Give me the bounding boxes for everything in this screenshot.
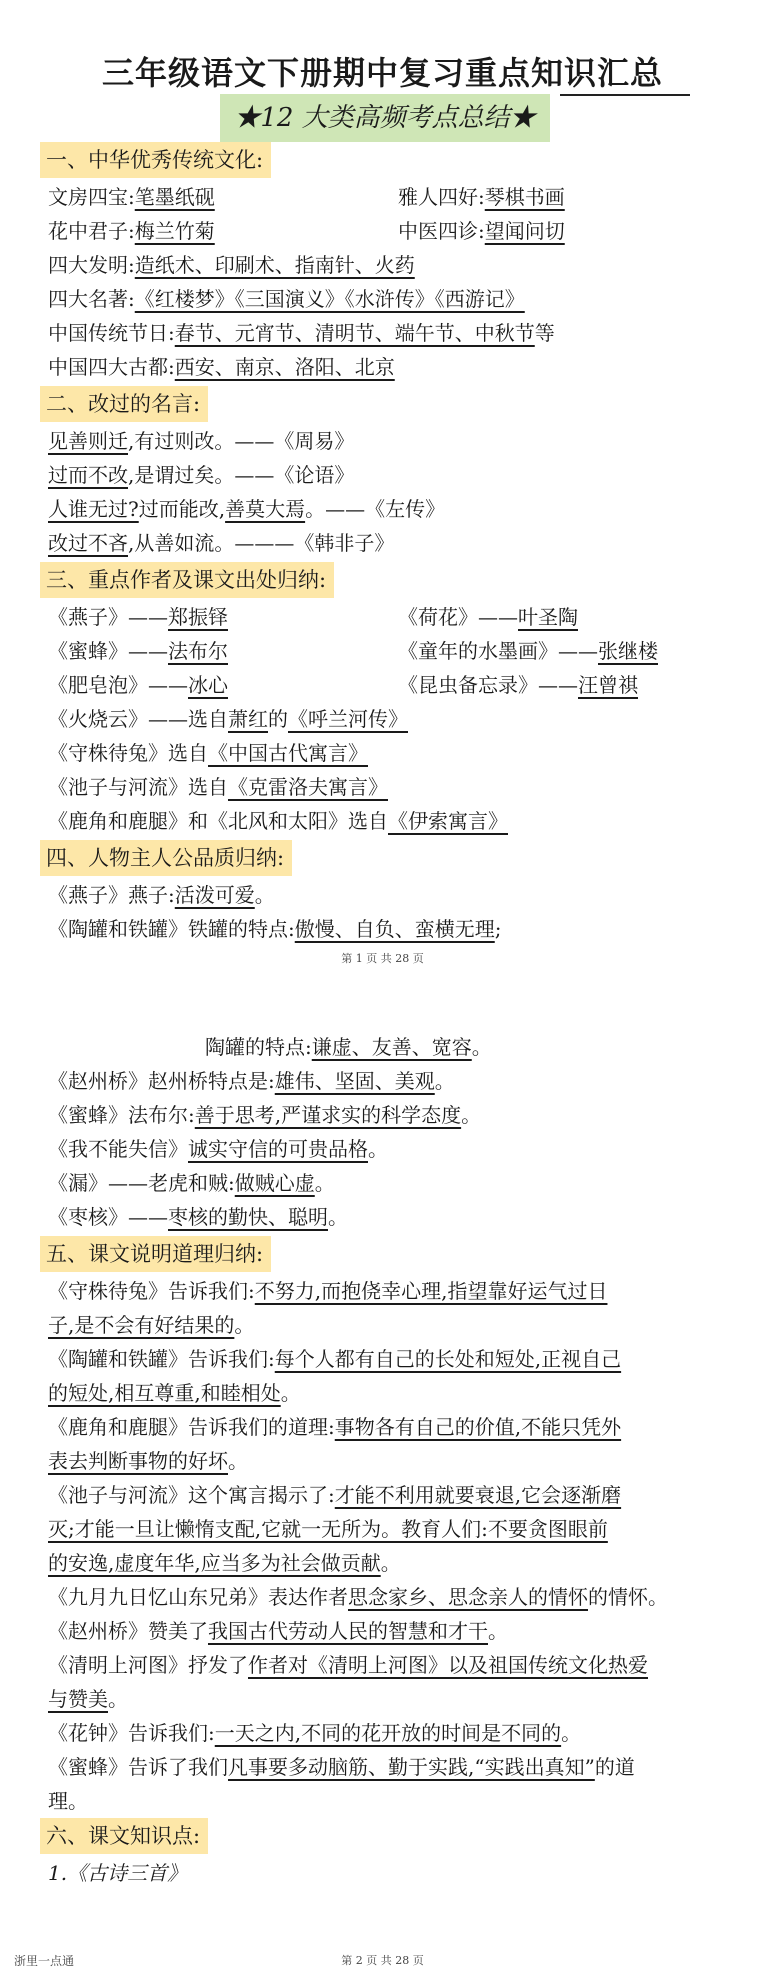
quote-line-3 bbox=[48, 492, 445, 526]
lesson: 每个人都有自己的长处和短处,正视自己 bbox=[274, 1347, 622, 1371]
character-line-5: 《蜜蜂》法布尔:善于思考,严谨求实的科学态度。 bbox=[48, 1103, 482, 1127]
quote-mid: 过而能改, bbox=[138, 497, 226, 521]
lesson: 与赞美 bbox=[48, 1687, 108, 1711]
quote-rest: ,有过则改。——《周易》 bbox=[128, 429, 355, 453]
author-line-4 bbox=[398, 634, 658, 668]
author-line-10 bbox=[48, 804, 508, 838]
author-line-6 bbox=[398, 668, 638, 702]
label: 雅人四好: bbox=[398, 185, 485, 209]
moral-4-line-1 bbox=[48, 1478, 621, 1512]
character-line-1: 《燕子》燕子:活泼可爱。 bbox=[48, 883, 275, 907]
lesson: 的短处,相互尊重,和睦相处 bbox=[48, 1381, 281, 1405]
trait: 善于思考,严谨求实的科学态度 bbox=[194, 1103, 462, 1127]
culture-line-sdfm bbox=[48, 248, 415, 282]
author-line-7 bbox=[48, 702, 408, 736]
character-line-4: 《赵州桥》赵州桥特点是:雄伟、坚固、美观。 bbox=[48, 1069, 455, 1093]
trait: 枣核的勤快、聪明 bbox=[168, 1205, 328, 1229]
page-number-2: 第 2 页 共 28 页 bbox=[341, 1954, 424, 1967]
lesson: 作者对《清明上河图》以及祖国传统文化热爱 bbox=[248, 1653, 648, 1677]
culture-line-wfsb bbox=[48, 180, 215, 214]
author: 法布尔 bbox=[168, 639, 228, 663]
subject: 《守株待兔》告诉我们: bbox=[48, 1279, 255, 1303]
page-number-1: 第 1 页 共 28 页 bbox=[341, 952, 424, 965]
subject: 《赵州桥》赵州桥特点是: bbox=[48, 1069, 275, 1093]
trait: 雄伟、坚固、美观 bbox=[274, 1069, 435, 1093]
lesson: 的安逸,虚度年华,应当多为社会做贡献 bbox=[48, 1551, 381, 1575]
subject: 《鹿角和鹿腿》告诉我们的道理: bbox=[48, 1415, 335, 1439]
lesson: 灭;才能一旦让懒惰支配,它就一无所为。教育人们:不要贪图眼前 bbox=[48, 1517, 608, 1541]
author-line-8 bbox=[48, 736, 368, 770]
trait: 活泼可爱 bbox=[174, 883, 255, 907]
subject: 《我不能失信》 bbox=[48, 1137, 188, 1161]
subject: 《池子与河流》这个寓言揭示了: bbox=[48, 1483, 335, 1507]
moral-2-line-2: 的短处,相互尊重,和睦相处。 bbox=[48, 1381, 301, 1405]
moral-1-line-2: 子,是不会有好结果的。 bbox=[48, 1313, 255, 1337]
lesson: 一天之内,不同的花开放的时间是不同的 bbox=[214, 1721, 562, 1745]
character-line-3: 陶罐的特点:谦虚、友善、宽容。 bbox=[205, 1035, 492, 1059]
subject: 《蜜蜂》告诉了我们 bbox=[48, 1755, 228, 1779]
quote-key: 见善则迁 bbox=[48, 429, 128, 453]
quote-rest: ,是谓过矣。——《论语》 bbox=[128, 463, 355, 487]
quote-line-4 bbox=[48, 526, 394, 560]
connector: 的 bbox=[268, 707, 288, 731]
value: 笔墨纸砚 bbox=[134, 185, 215, 209]
subject: 《赵州桥》赞美了 bbox=[48, 1619, 208, 1643]
label: 文房四宝: bbox=[48, 185, 135, 209]
moral-5: 《九月九日忆山东兄弟》表达作者思念家乡、思念亲人的情怀的情怀。 bbox=[48, 1585, 668, 1609]
lesson: 思念家乡、思念亲人的情怀 bbox=[348, 1585, 588, 1609]
author-line-9 bbox=[48, 770, 388, 804]
culture-line-hzjz bbox=[48, 214, 215, 248]
value: 梅兰竹菊 bbox=[134, 219, 215, 243]
section-heading-3: 三、重点作者及课文出处归纳: bbox=[40, 562, 334, 598]
work: 《荷花》—— bbox=[398, 605, 518, 629]
footer-source: 浙里一点通 bbox=[14, 1954, 75, 1968]
lesson: 表去判断事物的好坏 bbox=[48, 1449, 228, 1473]
character-line-7: 《漏》——老虎和贼:做贼心虚。 bbox=[48, 1171, 335, 1195]
label: 四大名著: bbox=[48, 287, 135, 311]
culture-line-zysz bbox=[398, 214, 565, 248]
author-line-5 bbox=[48, 668, 228, 702]
moral-9-line-1 bbox=[48, 1750, 635, 1784]
author: 冰心 bbox=[188, 673, 228, 697]
quote-rest: ,从善如流。———《韩非子》 bbox=[128, 531, 395, 555]
subject: 《陶罐和铁罐》告诉我们: bbox=[48, 1347, 275, 1371]
moral-6: 《赵州桥》赞美了我国古代劳动人民的智慧和才干。 bbox=[48, 1619, 508, 1643]
culture-line-festival bbox=[48, 316, 555, 350]
subject: 《花钟》告诉我们: bbox=[48, 1721, 215, 1745]
value: 琴棋书画 bbox=[484, 185, 565, 209]
value: 造纸术、印刷术、指南针、火药 bbox=[134, 253, 415, 277]
knowledge-item-1: 1.《古诗三首》 bbox=[48, 1861, 188, 1885]
lesson: 不努力,而抱侥幸心理,指望靠好运气过日 bbox=[254, 1279, 608, 1303]
subject: 《枣核》—— bbox=[48, 1205, 168, 1229]
lesson: 凡事要多动脑筋、勤于实践,“实践出真知” bbox=[228, 1755, 595, 1779]
trait: 谦虚、友善、宽容 bbox=[311, 1035, 472, 1059]
work: 《燕子》—— bbox=[48, 605, 168, 629]
lesson: 事物各有自己的价值,不能只凭外 bbox=[334, 1415, 622, 1439]
work: 《蜜蜂》—— bbox=[48, 639, 168, 663]
moral-4-line-3: 的安逸,虚度年华,应当多为社会做贡献。 bbox=[48, 1551, 401, 1575]
subject: 《燕子》燕子: bbox=[48, 883, 175, 907]
label: 花中君子: bbox=[48, 219, 135, 243]
subject: 《蜜蜂》法布尔: bbox=[48, 1103, 195, 1127]
section-heading-1: 一、中华优秀传统文化: bbox=[40, 142, 271, 178]
trait: 诚实守信的可贵品格 bbox=[188, 1137, 368, 1161]
work: 《守株待兔》选自 bbox=[48, 741, 208, 765]
quote-key: 人谁无过? bbox=[48, 497, 139, 521]
author: 汪曾祺 bbox=[578, 673, 638, 697]
quote-line-2 bbox=[48, 458, 354, 492]
label: 中国四大古都: bbox=[48, 355, 175, 379]
moral-1-line-1 bbox=[48, 1274, 607, 1308]
value: 《红楼梦》《三国演义》《水浒传》《西游记》 bbox=[134, 287, 525, 311]
work: 《池子与河流》选自 bbox=[48, 775, 228, 799]
section-heading-2: 二、改过的名言: bbox=[40, 386, 208, 422]
tail: 的道 bbox=[594, 1755, 635, 1779]
author-line-1 bbox=[48, 600, 228, 634]
moral-8: 《花钟》告诉我们:一天之内,不同的花开放的时间是不同的。 bbox=[48, 1721, 582, 1745]
trait: 傲慢、自负、蛮横无理 bbox=[294, 917, 495, 941]
section-heading-5: 五、课文说明道理归纳: bbox=[40, 1236, 271, 1272]
label: 中医四诊: bbox=[398, 219, 485, 243]
character-line-6: 《我不能失信》诚实守信的可贵品格。 bbox=[48, 1137, 388, 1161]
author: 萧红 bbox=[228, 707, 268, 731]
moral-2-line-1 bbox=[48, 1342, 621, 1376]
title-underline bbox=[560, 94, 690, 96]
work: 《肥皂泡》—— bbox=[48, 673, 188, 697]
section-heading-6: 六、课文知识点: bbox=[40, 1818, 208, 1854]
work: 《童年的水墨画》—— bbox=[398, 639, 598, 663]
moral-7-line-2: 与赞美。 bbox=[48, 1687, 128, 1711]
character-line-2: 《陶罐和铁罐》铁罐的特点:傲慢、自负、蛮横无理; bbox=[48, 917, 502, 941]
suffix: 等 bbox=[534, 321, 555, 345]
label: 中国传统节日: bbox=[48, 321, 175, 345]
subject: 《陶罐和铁罐》铁罐的特点: bbox=[48, 917, 295, 941]
author: 叶圣陶 bbox=[518, 605, 578, 629]
culture-line-capital bbox=[48, 350, 395, 384]
author: 张继楼 bbox=[598, 639, 658, 663]
source: 《中国古代寓言》 bbox=[208, 741, 368, 765]
lesson: 子,是不会有好结果的 bbox=[48, 1313, 235, 1337]
section-heading-4: 四、人物主人公品质归纳: bbox=[40, 840, 292, 876]
subject: 《九月九日忆山东兄弟》表达作者 bbox=[48, 1585, 348, 1609]
source: 《呼兰河传》 bbox=[288, 707, 408, 731]
quote-key-2: 善莫大焉 bbox=[225, 497, 306, 521]
source: 《伊索寓言》 bbox=[388, 809, 508, 833]
culture-line-sdmz bbox=[48, 282, 525, 316]
author-line-3 bbox=[48, 634, 228, 668]
value: 望闻问切 bbox=[484, 219, 565, 243]
quote-rest: 。——《左传》 bbox=[305, 497, 446, 521]
source: 《克雷洛夫寓言》 bbox=[228, 775, 388, 799]
moral-3-line-2: 表去判断事物的好坏。 bbox=[48, 1449, 248, 1473]
value: 春节、元宵节、清明节、端午节、中秋节 bbox=[174, 321, 535, 345]
moral-3-line-1 bbox=[48, 1410, 621, 1444]
page-title: 三年级语文下册期中复习重点知识汇总 bbox=[101, 54, 663, 92]
quote-line-1 bbox=[48, 424, 354, 458]
trait: 做贼心虚 bbox=[234, 1171, 315, 1195]
value: 西安、南京、洛阳、北京 bbox=[174, 355, 395, 379]
work: 《火烧云》——选自 bbox=[48, 707, 228, 731]
subject: 陶罐的特点: bbox=[205, 1035, 312, 1059]
quote-key: 过而不改 bbox=[48, 463, 128, 487]
quote-key: 改过不吝 bbox=[48, 531, 128, 555]
label: 四大发明: bbox=[48, 253, 135, 277]
subject: 《漏》——老虎和贼: bbox=[48, 1171, 235, 1195]
moral-4-line-2 bbox=[48, 1512, 608, 1546]
moral-9-line-2: 理。 bbox=[48, 1789, 88, 1813]
work: 《昆虫备忘录》—— bbox=[398, 673, 578, 697]
moral-7-line-1 bbox=[48, 1648, 648, 1682]
character-line-8: 《枣核》——枣核的勤快、聪明。 bbox=[48, 1205, 348, 1229]
subtitle-banner: ★12 大类高频考点总结★ bbox=[220, 94, 550, 142]
culture-line-yrsh bbox=[398, 180, 565, 214]
lesson: 我国古代劳动人民的智慧和才干 bbox=[208, 1619, 488, 1643]
subject: 《清明上河图》抒发了 bbox=[48, 1653, 248, 1677]
author: 郑振铎 bbox=[168, 605, 228, 629]
author-line-2 bbox=[398, 600, 578, 634]
work: 《鹿角和鹿腿》和《北风和太阳》选自 bbox=[48, 809, 388, 833]
lesson: 才能不利用就要衰退,它会逐渐磨 bbox=[334, 1483, 622, 1507]
